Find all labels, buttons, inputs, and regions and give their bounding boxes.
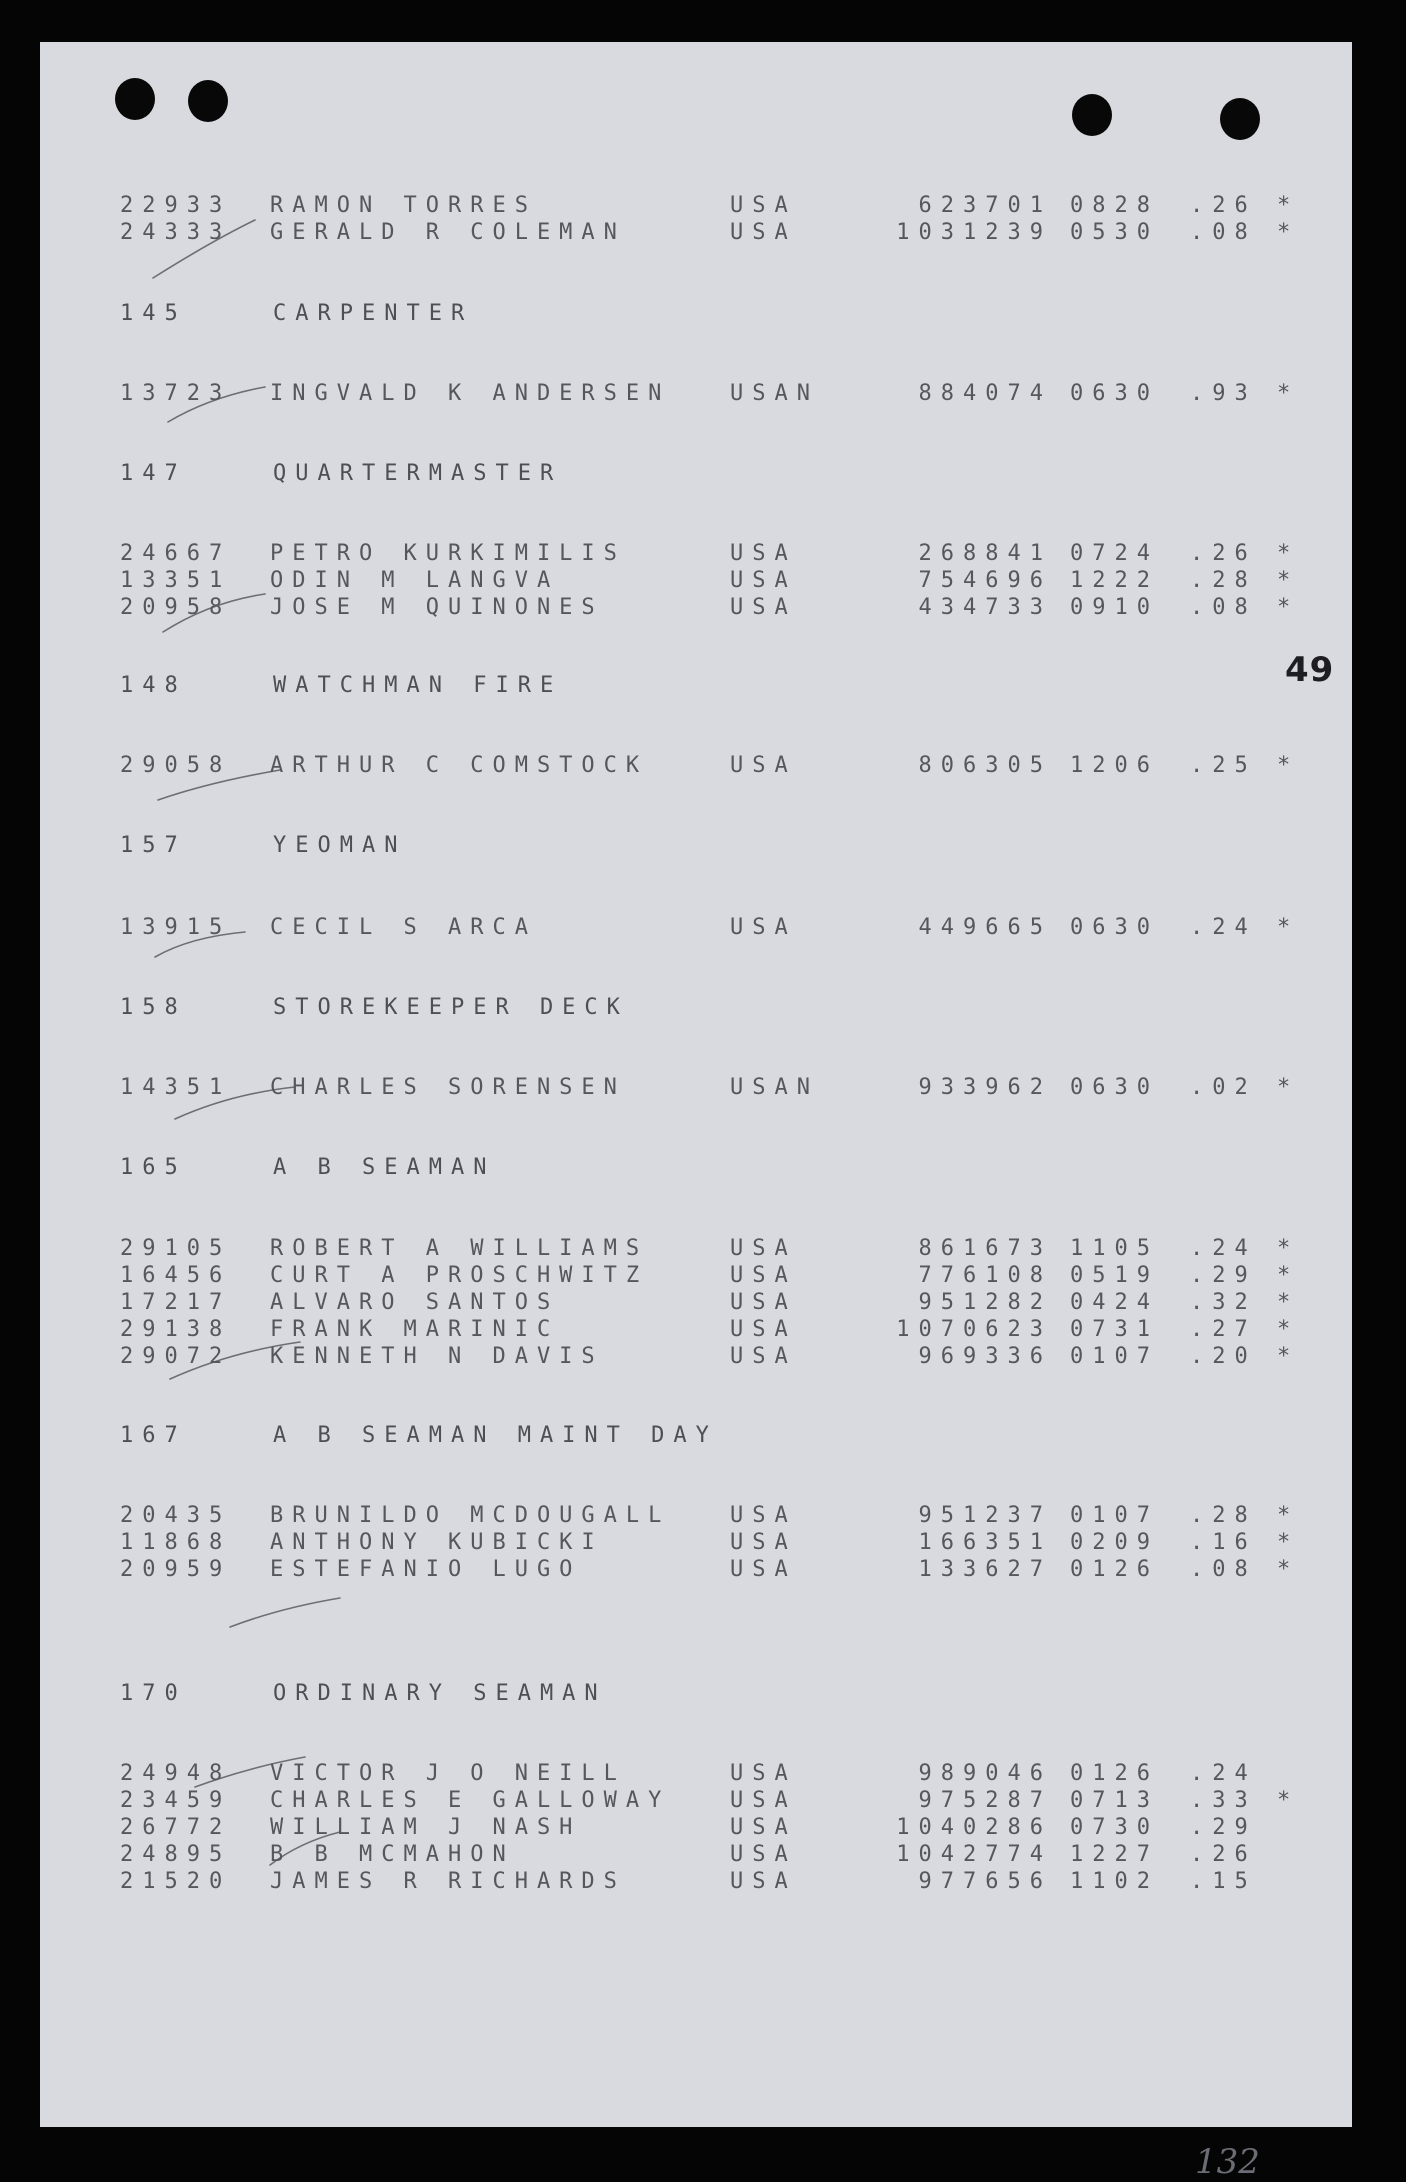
record-date: 0724 <box>1070 541 1159 566</box>
record-date: 1206 <box>1070 753 1159 778</box>
rating-group-header <box>40 1154 1352 1181</box>
record-value: .28 <box>1190 568 1257 593</box>
record-flag: * <box>1277 1236 1291 1261</box>
listing-section <box>40 460 1352 487</box>
record-name: CHARLES E GALLOWAY <box>270 1788 671 1813</box>
record-row <box>40 1760 1352 1787</box>
record-date: 0126 <box>1070 1557 1159 1582</box>
record-account: 268841 <box>918 541 1052 566</box>
rating-code: 167 <box>120 1423 187 1448</box>
record-value: .16 <box>1190 1530 1257 1555</box>
record-value: .28 <box>1190 1503 1257 1528</box>
record-account: 951237 <box>918 1503 1052 1528</box>
record-date: 1102 <box>1070 1869 1159 1894</box>
record-flag: * <box>1277 1263 1291 1288</box>
record-number: 14351 <box>120 1075 232 1100</box>
record-value: .24 <box>1190 915 1257 940</box>
rating-title: CARPENTER <box>273 301 474 326</box>
listing-section <box>40 1422 1352 1449</box>
record-row <box>40 1316 1352 1343</box>
record-number: 29138 <box>120 1317 232 1342</box>
rating-code: 158 <box>120 995 187 1020</box>
listing-section <box>40 1502 1352 1583</box>
record-flag: * <box>1277 1075 1291 1100</box>
record-value: .29 <box>1190 1263 1257 1288</box>
record-number: 23459 <box>120 1788 232 1813</box>
record-row <box>40 219 1352 246</box>
record-date: 1222 <box>1070 568 1159 593</box>
rating-code: 145 <box>120 301 187 326</box>
listing-section <box>40 1680 1352 1707</box>
record-citizenship: USA <box>730 915 797 940</box>
record-citizenship: USAN <box>730 1075 819 1100</box>
record-row <box>40 594 1352 621</box>
record-number: 16456 <box>120 1263 232 1288</box>
record-number: 24333 <box>120 220 232 245</box>
record-account: 434733 <box>918 595 1052 620</box>
record-number: 20959 <box>120 1557 232 1582</box>
rating-code: 165 <box>120 1155 187 1180</box>
record-row <box>40 567 1352 594</box>
record-citizenship: USA <box>730 595 797 620</box>
record-row <box>40 1074 1352 1101</box>
record-account: 166351 <box>918 1530 1052 1555</box>
record-row <box>40 1529 1352 1556</box>
record-date: 0828 <box>1070 193 1159 218</box>
record-name: JOSE M QUINONES <box>270 595 604 620</box>
listing-section <box>40 832 1352 859</box>
record-name: FRANK MARINIC <box>270 1317 560 1342</box>
record-number: 29058 <box>120 753 232 778</box>
listing-section <box>40 300 1352 327</box>
record-flag: * <box>1277 753 1291 778</box>
record-flag: * <box>1277 1557 1291 1582</box>
record-account: 133627 <box>918 1557 1052 1582</box>
record-account: 861673 <box>918 1236 1052 1261</box>
record-date: 0424 <box>1070 1290 1159 1315</box>
record-row <box>40 914 1352 941</box>
rating-title: QUARTERMASTER <box>273 461 563 486</box>
record-number: 13915 <box>120 915 232 940</box>
record-name: PETRO KURKIMILIS <box>270 541 626 566</box>
record-row <box>40 1841 1352 1868</box>
record-date: 0731 <box>1070 1317 1159 1342</box>
record-value: .08 <box>1190 1557 1257 1582</box>
record-number: 29105 <box>120 1236 232 1261</box>
record-name: VICTOR J O NEILL <box>270 1761 626 1786</box>
record-date: 0107 <box>1070 1344 1159 1369</box>
record-number: 24667 <box>120 541 232 566</box>
rating-title: A B SEAMAN <box>273 1155 496 1180</box>
record-value: .08 <box>1190 220 1257 245</box>
rating-group-header <box>40 300 1352 327</box>
record-name: INGVALD K ANDERSEN <box>270 381 671 406</box>
record-date: 0519 <box>1070 1263 1159 1288</box>
record-date: 0630 <box>1070 915 1159 940</box>
record-account: 884074 <box>918 381 1052 406</box>
record-name: JAMES R RICHARDS <box>270 1869 626 1894</box>
record-number: 24948 <box>120 1761 232 1786</box>
record-value: .24 <box>1190 1236 1257 1261</box>
rating-group-header <box>40 672 1352 699</box>
record-value: .27 <box>1190 1317 1257 1342</box>
record-account: 989046 <box>918 1761 1052 1786</box>
record-row <box>40 1289 1352 1316</box>
record-name: ODIN M LANGVA <box>270 568 560 593</box>
record-flag: * <box>1277 1503 1291 1528</box>
record-date: 0713 <box>1070 1788 1159 1813</box>
record-number: 11868 <box>120 1530 232 1555</box>
record-number: 22933 <box>120 193 232 218</box>
rating-title: WATCHMAN FIRE <box>273 673 563 698</box>
record-account: 1070623 <box>896 1317 1052 1342</box>
rating-title: A B SEAMAN MAINT DAY <box>273 1423 718 1448</box>
record-name: GERALD R COLEMAN <box>270 220 626 245</box>
record-number: 17217 <box>120 1290 232 1315</box>
listing-section <box>40 914 1352 941</box>
record-account: 951282 <box>918 1290 1052 1315</box>
record-account: 975287 <box>918 1788 1052 1813</box>
rating-code: 148 <box>120 673 187 698</box>
listing-section <box>40 192 1352 246</box>
record-flag: * <box>1277 220 1291 245</box>
rating-group-header <box>40 994 1352 1021</box>
record-citizenship: USA <box>730 1236 797 1261</box>
record-row <box>40 1787 1352 1814</box>
rating-group-header <box>40 1680 1352 1707</box>
rating-code: 157 <box>120 833 187 858</box>
margin-note: 49 <box>1285 650 1335 690</box>
record-flag: * <box>1277 381 1291 406</box>
record-flag: * <box>1277 1290 1291 1315</box>
record-name: ARTHUR C COMSTOCK <box>270 753 649 778</box>
record-date: 0730 <box>1070 1815 1159 1840</box>
record-account: 449665 <box>918 915 1052 940</box>
record-row <box>40 1262 1352 1289</box>
record-citizenship: USA <box>730 1530 797 1555</box>
record-flag: * <box>1277 595 1291 620</box>
record-citizenship: USAN <box>730 381 819 406</box>
rating-group-header <box>40 1422 1352 1449</box>
listing-section <box>40 1760 1352 1895</box>
rating-title: ORDINARY SEAMAN <box>273 1681 607 1706</box>
record-row <box>40 1868 1352 1895</box>
record-citizenship: USA <box>730 1761 797 1786</box>
record-row <box>40 1502 1352 1529</box>
record-date: 0107 <box>1070 1503 1159 1528</box>
record-account: 623701 <box>918 193 1052 218</box>
record-name: CHARLES SORENSEN <box>270 1075 626 1100</box>
record-flag: * <box>1277 1788 1291 1813</box>
listing-section <box>40 540 1352 621</box>
record-citizenship: USA <box>730 541 797 566</box>
record-number: 29072 <box>120 1344 232 1369</box>
record-value: .20 <box>1190 1344 1257 1369</box>
record-citizenship: USA <box>730 1842 797 1867</box>
record-flag: * <box>1277 1344 1291 1369</box>
record-value: .32 <box>1190 1290 1257 1315</box>
record-row <box>40 1556 1352 1583</box>
listing-section <box>40 994 1352 1021</box>
record-citizenship: USA <box>730 1815 797 1840</box>
record-account: 806305 <box>918 753 1052 778</box>
record-citizenship: USA <box>730 1869 797 1894</box>
record-number: 26772 <box>120 1815 232 1840</box>
record-date: 0630 <box>1070 381 1159 406</box>
record-value: .26 <box>1190 1842 1257 1867</box>
listing-section <box>40 1074 1352 1101</box>
record-name: ESTEFANIO LUGO <box>270 1557 582 1582</box>
record-name: ALVARO SANTOS <box>270 1290 560 1315</box>
rating-code: 147 <box>120 461 187 486</box>
record-value: .29 <box>1190 1815 1257 1840</box>
record-value: .33 <box>1190 1788 1257 1813</box>
record-date: 0209 <box>1070 1530 1159 1555</box>
record-citizenship: USA <box>730 1317 797 1342</box>
document-page <box>40 42 1352 2182</box>
personnel-listing <box>40 42 1352 2127</box>
record-citizenship: USA <box>730 220 797 245</box>
record-row <box>40 540 1352 567</box>
record-number: 13723 <box>120 381 232 406</box>
record-citizenship: USA <box>730 753 797 778</box>
record-citizenship: USA <box>730 1503 797 1528</box>
page-number: 132 <box>1195 2142 1260 2182</box>
record-value: .25 <box>1190 753 1257 778</box>
record-account: 776108 <box>918 1263 1052 1288</box>
record-flag: * <box>1277 541 1291 566</box>
record-citizenship: USA <box>730 1788 797 1813</box>
record-account: 754696 <box>918 568 1052 593</box>
record-name: B B MCMAHON <box>270 1842 515 1867</box>
record-value: .26 <box>1190 541 1257 566</box>
record-row <box>40 752 1352 779</box>
record-date: 1227 <box>1070 1842 1159 1867</box>
record-date: 0630 <box>1070 1075 1159 1100</box>
record-name: RAMON TORRES <box>270 193 537 218</box>
record-name: CURT A PROSCHWITZ <box>270 1263 649 1288</box>
record-name: KENNETH N DAVIS <box>270 1344 604 1369</box>
record-citizenship: USA <box>730 1263 797 1288</box>
record-row <box>40 1235 1352 1262</box>
rating-group-header <box>40 460 1352 487</box>
record-row <box>40 1343 1352 1370</box>
record-row <box>40 192 1352 219</box>
rating-title: YEOMAN <box>273 833 407 858</box>
record-date: 1105 <box>1070 1236 1159 1261</box>
record-citizenship: USA <box>730 1344 797 1369</box>
record-value: .02 <box>1190 1075 1257 1100</box>
record-account: 1040286 <box>896 1815 1052 1840</box>
record-date: 0530 <box>1070 220 1159 245</box>
record-number: 20958 <box>120 595 232 620</box>
listing-section <box>40 1154 1352 1181</box>
record-citizenship: USA <box>730 1290 797 1315</box>
record-name: CECIL S ARCA <box>270 915 537 940</box>
record-number: 21520 <box>120 1869 232 1894</box>
listing-section <box>40 1235 1352 1370</box>
record-flag: * <box>1277 915 1291 940</box>
listing-section <box>40 380 1352 407</box>
listing-section <box>40 672 1352 699</box>
record-date: 0910 <box>1070 595 1159 620</box>
record-row <box>40 380 1352 407</box>
record-citizenship: USA <box>730 193 797 218</box>
record-value: .15 <box>1190 1869 1257 1894</box>
record-flag: * <box>1277 1530 1291 1555</box>
record-account: 977656 <box>918 1869 1052 1894</box>
record-name: BRUNILDO MCDOUGALL <box>270 1503 671 1528</box>
listing-section <box>40 752 1352 779</box>
record-number: 13351 <box>120 568 232 593</box>
rating-title: STOREKEEPER DECK <box>273 995 629 1020</box>
record-number: 24895 <box>120 1842 232 1867</box>
rating-group-header <box>40 832 1352 859</box>
record-citizenship: USA <box>730 1557 797 1582</box>
record-flag: * <box>1277 568 1291 593</box>
record-name: WILLIAM J NASH <box>270 1815 582 1840</box>
record-value: .26 <box>1190 193 1257 218</box>
record-flag: * <box>1277 1317 1291 1342</box>
record-name: ANTHONY KUBICKI <box>270 1530 604 1555</box>
record-citizenship: USA <box>730 568 797 593</box>
record-number: 20435 <box>120 1503 232 1528</box>
record-value: .08 <box>1190 595 1257 620</box>
record-value: .93 <box>1190 381 1257 406</box>
rating-code: 170 <box>120 1681 187 1706</box>
record-account: 1042774 <box>896 1842 1052 1867</box>
record-row <box>40 1814 1352 1841</box>
record-flag: * <box>1277 193 1291 218</box>
record-value: .24 <box>1190 1761 1257 1786</box>
record-date: 0126 <box>1070 1761 1159 1786</box>
record-account: 1031239 <box>896 220 1052 245</box>
record-account: 933962 <box>918 1075 1052 1100</box>
record-account: 969336 <box>918 1344 1052 1369</box>
record-name: ROBERT A WILLIAMS <box>270 1236 649 1261</box>
